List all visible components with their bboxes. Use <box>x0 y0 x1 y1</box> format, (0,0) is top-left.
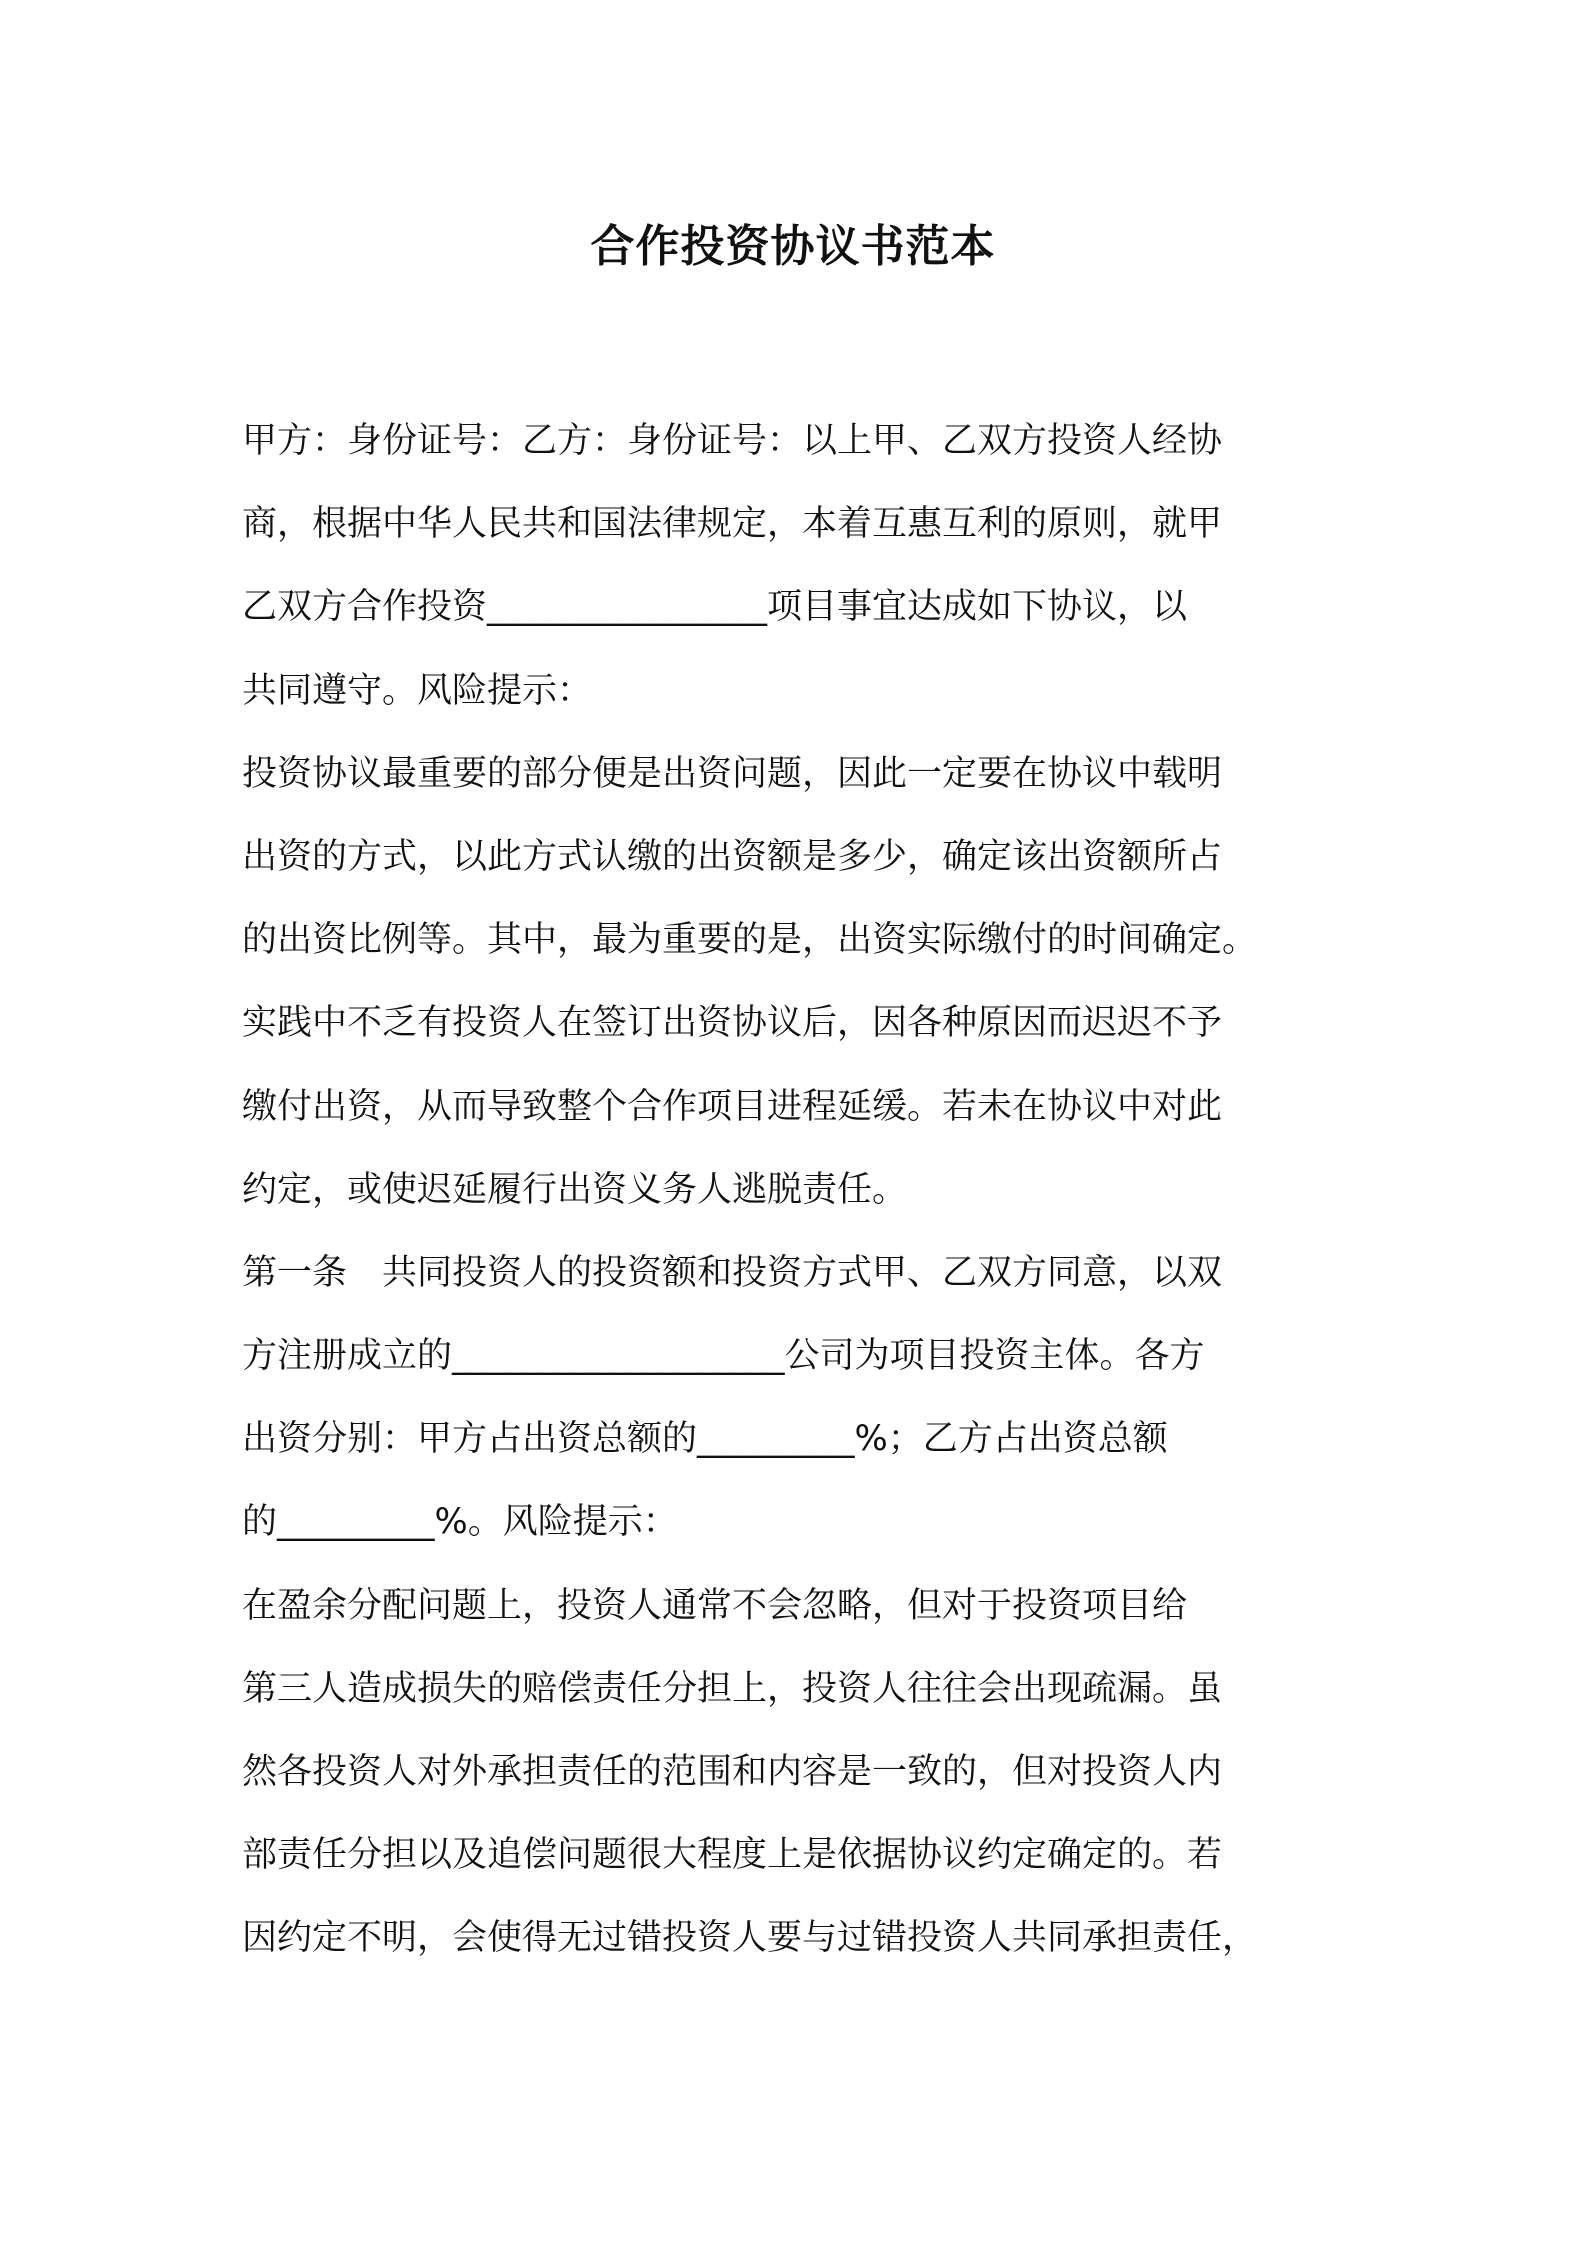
text-line: 甲方：身份证号：乙方：身份证号：以上甲、乙双方投资人经协 <box>242 421 1223 461</box>
text-line: 出资分别：甲方占出资总额的_________%；乙方占出资总额 <box>242 1419 1168 1460</box>
text-line: 部责任分担以及追偿问题很大程度上是依据协议约定确定的。若 <box>242 1835 1223 1876</box>
text-line: 因约定不明，会使得无过错投资人要与过错投资人共同承担责任， <box>242 1918 1258 1959</box>
text-line: 第三人造成损失的赔偿责任分担上，投资人往往会出现疏漏。虽 <box>242 1668 1223 1709</box>
text-line: 出资的方式，以此方式认缴的出资额是多少，确定该出资额所占 <box>242 836 1223 877</box>
document-body <box>242 400 1362 1981</box>
document-title: 合作投资协议书范本 <box>590 221 996 272</box>
text-line: 共同遵守。风险提示： <box>242 670 593 711</box>
text-line: 的出资比例等。其中，最为重要的是，出资实际缴付的时间确定。 <box>242 920 1258 961</box>
text-line: 实践中不乏有投资人在签订出资协议后，因各种原因而迟迟不予 <box>242 1003 1223 1044</box>
text-line: 商，根据中华人民共和国法律规定，本着互惠互利的原则，就甲 <box>242 504 1223 545</box>
text-line: 第一条 共同投资人的投资额和投资方式甲、乙双方同意，以双 <box>242 1252 1223 1293</box>
text-line: 然各投资人对外承担责任的范围和内容是一致的，但对投资人内 <box>242 1752 1223 1792</box>
text-line: 的_________%。风险提示： <box>242 1502 678 1543</box>
text-line: 缴付出资，从而导致整个合作项目进程延缓。若未在协议中对此 <box>242 1086 1223 1127</box>
text-line: 约定，或使迟延履行出资义务人逃脱责任。 <box>242 1169 908 1210</box>
text-line: 乙双方合作投资________________项目事宜达成如下协议，以 <box>242 587 1188 628</box>
text-line: 在盈余分配问题上，投资人通常不会忽略，但对于投资项目给 <box>242 1585 1188 1626</box>
text-line: 投资协议最重要的部分便是出资问题，因此一定要在协议中载明 <box>242 753 1223 794</box>
text-line: 方注册成立的___________________公司为项目投资主体。各方 <box>242 1336 1205 1377</box>
